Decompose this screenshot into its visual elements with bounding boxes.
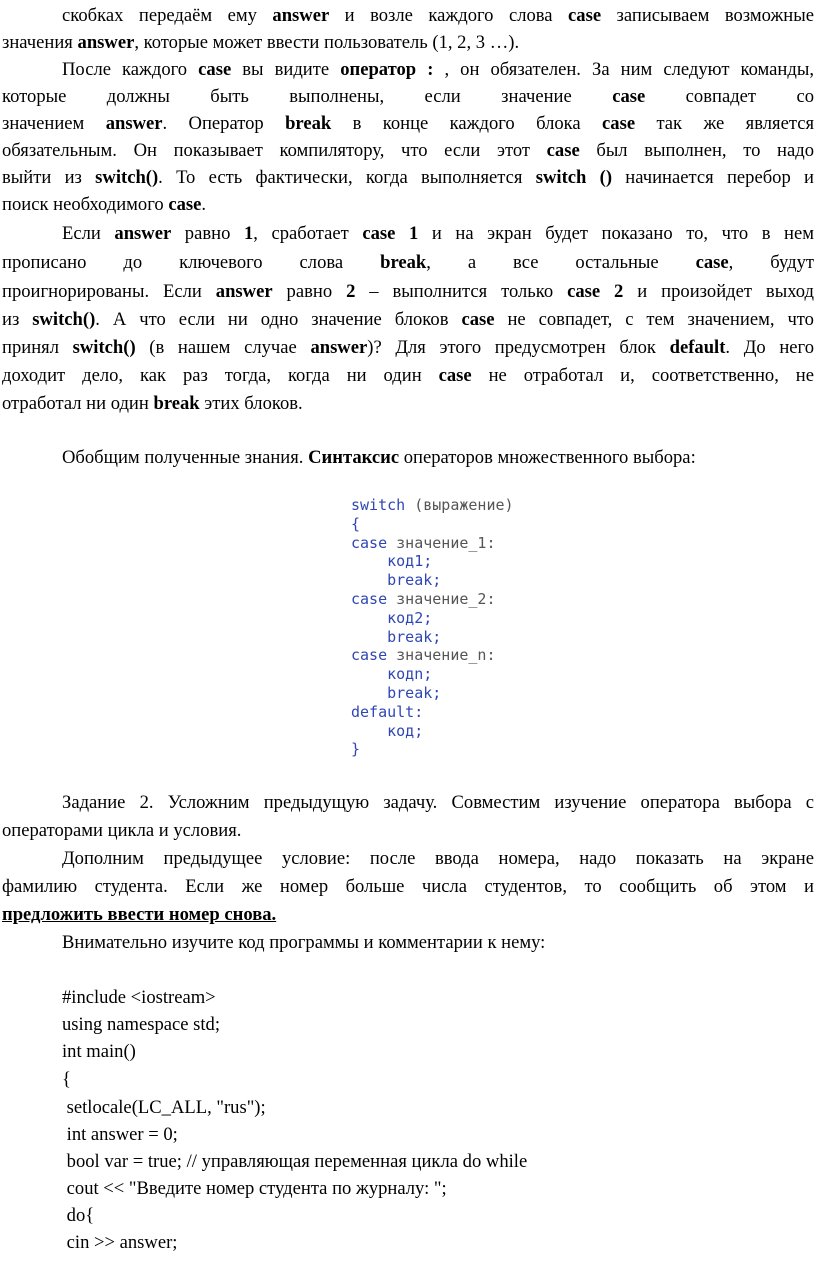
syntax-code-line (351, 534, 514, 553)
switch-syntax-code-block (351, 496, 514, 759)
condition-line2: фамилию студента. Если же номер больше числа студентов, то сообщить об этом и (2, 876, 814, 897)
cpp-code-line: bool var = true; // управляющая переменная цикла do while (62, 1151, 528, 1172)
code-intro: Внимательно изучите код программы и комментарии к нему: (62, 932, 546, 953)
cpp-code-line: cin >> answer; (62, 1232, 178, 1253)
para2-line5: выйти из switch(). То есть фактически, когда выполняется switch () начинается перебор и (2, 167, 814, 188)
syntax-code-keyword: } (351, 740, 361, 759)
syntax-code-line (351, 722, 514, 741)
syntax-code-keyword: break; (351, 683, 442, 702)
syntax-code-line (351, 571, 514, 590)
syntax-code-line (351, 552, 514, 571)
para3-line6: доходит дело, как раз тогда, когда ни один case не отработал и, соответственно, не (2, 365, 814, 386)
syntax-code-line (351, 646, 514, 665)
para2-line3: значением answer. Оператор break в конце каждого блока case так же является (2, 113, 814, 134)
para1-line2: значения answer, которые может ввести пользователь (1, 2, 3 …). (2, 32, 520, 53)
syntax-code-line (351, 684, 514, 703)
para2-line4: обязательным. Он показывает компилятору, что если этот case был выполнен, то надо (2, 140, 814, 161)
syntax-code-line (351, 496, 514, 515)
syntax-code-keyword: break; (351, 571, 442, 590)
syntax-code-keyword: кодn; (351, 665, 433, 684)
syntax-code-line (351, 703, 514, 722)
condition-line3: предложить ввести номер снова. (2, 904, 277, 925)
syntax-code-text: значение_2: (387, 589, 496, 608)
syntax-code-keyword: case (351, 533, 388, 552)
syntax-code-line (351, 609, 514, 628)
para3-line7: отработал ни один break этих блоков. (2, 393, 303, 414)
syntax-code-line (351, 740, 514, 759)
para2-line6: поиск необходимого case. (2, 194, 207, 215)
cpp-code-line: #include <iostream> (62, 987, 216, 1008)
cpp-code-line: { (62, 1069, 71, 1090)
syntax-code-keyword: { (351, 514, 361, 533)
para3-line5: принял switch() (в нашем случае answer)? Для этого предусмотрен блок default. До него (2, 337, 814, 358)
cpp-code-line: do{ (62, 1205, 95, 1226)
cpp-code-line: setlocale(LC_ALL, "rus"); (62, 1097, 266, 1118)
task2-line2: операторами цикла и условия. (2, 820, 242, 841)
syntax-code-keyword: код; (351, 721, 424, 740)
para3-line4: из switch(). А что если ни одно значение блоков case не совпадет, с тем значением, что (2, 309, 814, 330)
syntax-code-keyword: default: (351, 702, 424, 721)
syntax-code-line (351, 665, 514, 684)
para3-line1: Если answer равно 1, сработает case 1 и на экран будет показано то, что в нем (62, 223, 815, 244)
para3-line2: прописано до ключевого слова break, а все остальные case, будут (2, 252, 815, 273)
cpp-code-line: int main() (62, 1041, 136, 1062)
para1-line1: скобках передаём ему answer и возле каждого слова case записываем возможные (62, 5, 815, 26)
syntax-code-text: значение_1: (387, 533, 496, 552)
para2-line1: После каждого case вы видите оператор : , он обязателен. За ним следуют команды, (62, 59, 814, 80)
task2-line1: Задание 2. Усложним предыдущую задачу. Совместим изучение оператора выбора с (62, 792, 814, 813)
para3-line3: проигнорированы. Если answer равно 2 – выполнится только case 2 и произойдет выход (2, 281, 815, 302)
para2-line2: которые должны быть выполнены, если значение case совпадет со (2, 86, 815, 107)
condition-line1: Дополним предыдущее условие: после ввода номера, надо показать на экране (62, 848, 814, 869)
syntax-code-keyword: case (351, 646, 388, 665)
syntax-code-line (351, 628, 514, 647)
syntax-code-line (351, 590, 514, 609)
syntax-code-text: значение_n: (387, 646, 496, 665)
syntax-code-keyword: код1; (351, 552, 433, 571)
syntax-code-keyword: код2; (351, 608, 433, 627)
cpp-code-line: using namespace std; (62, 1014, 221, 1035)
syntax-code-line (351, 515, 514, 534)
syntax-intro: Обобщим полученные знания. Синтаксис операторов множественного выбора: (62, 447, 696, 468)
cpp-code-line: cout << "Введите номер студента по журналу: "; (62, 1178, 447, 1199)
syntax-code-keyword: switch (351, 496, 406, 514)
cpp-code-line: int answer = 0; (62, 1124, 178, 1145)
syntax-code-text: (выражение) (405, 496, 514, 514)
syntax-code-keyword: break; (351, 627, 442, 646)
syntax-code-keyword: case (351, 589, 388, 608)
